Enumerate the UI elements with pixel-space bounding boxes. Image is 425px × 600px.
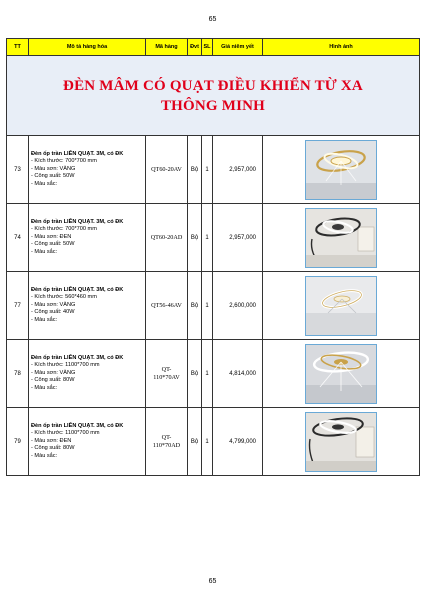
item-size: - Kích thước: 560*460 mm	[31, 294, 97, 301]
item-light-color: - Màu sắc:	[31, 384, 58, 391]
item-code: QT60-20AD	[146, 204, 188, 272]
item-description	[29, 408, 146, 476]
item-name: Đèn ốp trần LIÊN QUẠT. 3M, có ĐK	[31, 218, 124, 225]
item-unit: Bộ	[188, 408, 202, 476]
item-code	[146, 340, 188, 408]
item-name: Đèn ốp trần LIÊN QUẠT. 3M, có ĐK	[31, 150, 124, 157]
item-unit: Bộ	[188, 340, 202, 408]
table-row	[7, 204, 420, 272]
item-light-color: - Màu sắc:	[31, 248, 58, 255]
item-name: Đèn ốp trần LIÊN QUẠT. 3M, có ĐK	[31, 354, 124, 361]
table-row	[7, 340, 420, 408]
item-quantity: 1	[202, 340, 213, 408]
item-price: 2,600,000	[213, 272, 263, 340]
item-light-color: - Màu sắc:	[31, 452, 58, 459]
item-price: 2,957,000	[213, 136, 263, 204]
item-size: - Kích thước: 1100*700 mm	[31, 362, 100, 369]
item-number: 77	[7, 272, 29, 340]
item-description	[29, 272, 146, 340]
item-quantity: 1	[202, 204, 213, 272]
item-quantity: 1	[202, 408, 213, 476]
header-image: Hình ảnh	[263, 39, 420, 56]
item-price: 4,799,000	[213, 408, 263, 476]
item-paint-color: - Màu sơn: ĐEN	[31, 437, 72, 444]
item-name: Đèn ốp trần LIÊN QUẠT. 3M, có ĐK	[31, 286, 124, 293]
item-number: 73	[7, 136, 29, 204]
header-quantity: SL	[202, 39, 213, 56]
item-image-cell	[263, 136, 420, 204]
item-paint-color: - Màu sơn: VÀNG	[31, 165, 76, 172]
item-code: QT60-20AV	[146, 136, 188, 204]
ceiling-fan-light-large-gold-photo	[305, 344, 377, 404]
item-code: QT56-46AV	[146, 272, 188, 340]
item-code-line-1: QT-	[161, 433, 172, 441]
item-description	[29, 204, 146, 272]
item-price: 4,814,000	[213, 340, 263, 408]
section-title-line-2: THÔNG MINH	[160, 97, 266, 114]
ceiling-fan-light-black-photo	[305, 208, 377, 268]
item-image-cell	[263, 408, 420, 476]
header-description: Mô tả hàng hóa	[29, 39, 146, 56]
section-title-row	[7, 56, 420, 136]
item-image-cell	[263, 204, 420, 272]
item-number: 79	[7, 408, 29, 476]
item-code-line-2: 110*70AV	[153, 373, 180, 381]
product-table	[6, 38, 420, 476]
item-number: 78	[7, 340, 29, 408]
item-number: 74	[7, 204, 29, 272]
ceiling-fan-light-small-photo	[305, 276, 377, 336]
item-light-color: - Màu sắc:	[31, 316, 58, 323]
item-unit: Bộ	[188, 136, 202, 204]
item-light-color: - Màu sắc:	[31, 180, 58, 187]
item-quantity: 1	[202, 136, 213, 204]
item-power: - Công suất: 50W	[31, 241, 75, 248]
page-number-bottom: 65	[208, 578, 217, 585]
item-power: - Công suất: 80W	[31, 377, 75, 384]
item-power: - Công suất: 50W	[31, 173, 75, 180]
item-unit: Bộ	[188, 204, 202, 272]
item-paint-color: - Màu sơn: ĐEN	[31, 233, 72, 240]
ceiling-fan-light-gold-photo	[305, 140, 377, 200]
item-power: - Công suất: 80W	[31, 445, 75, 452]
table-row	[7, 408, 420, 476]
header-tt: TT	[7, 39, 29, 56]
item-size: - Kích thước: 700*700 mm	[31, 226, 97, 233]
section-title-cell	[7, 56, 420, 136]
item-price: 2,957,000	[213, 204, 263, 272]
ceiling-fan-light-large-black-photo	[305, 412, 377, 472]
item-unit: Bộ	[188, 272, 202, 340]
header-unit: Đvt	[188, 39, 202, 56]
item-code	[146, 408, 188, 476]
item-description	[29, 340, 146, 408]
item-image-cell	[263, 340, 420, 408]
item-image-cell	[263, 272, 420, 340]
header-code: Mã hàng	[146, 39, 188, 56]
header-price: Giá niêm yết	[213, 39, 263, 56]
item-paint-color: - Màu sơn: VÀNG	[31, 369, 76, 376]
item-size: - Kích thước: 700*700 mm	[31, 158, 97, 165]
page-number-top: 65	[208, 16, 217, 23]
item-description	[29, 136, 146, 204]
item-size: - Kích thước: 1100*700 mm	[31, 430, 100, 437]
section-title-line-1: ĐÈN MÂM CÓ QUẠT ĐIỀU KHIỂN TỪ XA	[63, 77, 363, 94]
table-row	[7, 136, 420, 204]
item-code-line-1: QT-	[161, 365, 172, 373]
item-name: Đèn ốp trần LIÊN QUẠT. 3M, có ĐK	[31, 422, 124, 429]
table-row	[7, 272, 420, 340]
table-header-row	[7, 39, 420, 56]
item-power: - Công suất: 40W	[31, 309, 75, 316]
item-paint-color: - Màu sơn: VÀNG	[31, 301, 76, 308]
item-code-line-2: 110*70AD	[152, 441, 181, 449]
item-quantity: 1	[202, 272, 213, 340]
